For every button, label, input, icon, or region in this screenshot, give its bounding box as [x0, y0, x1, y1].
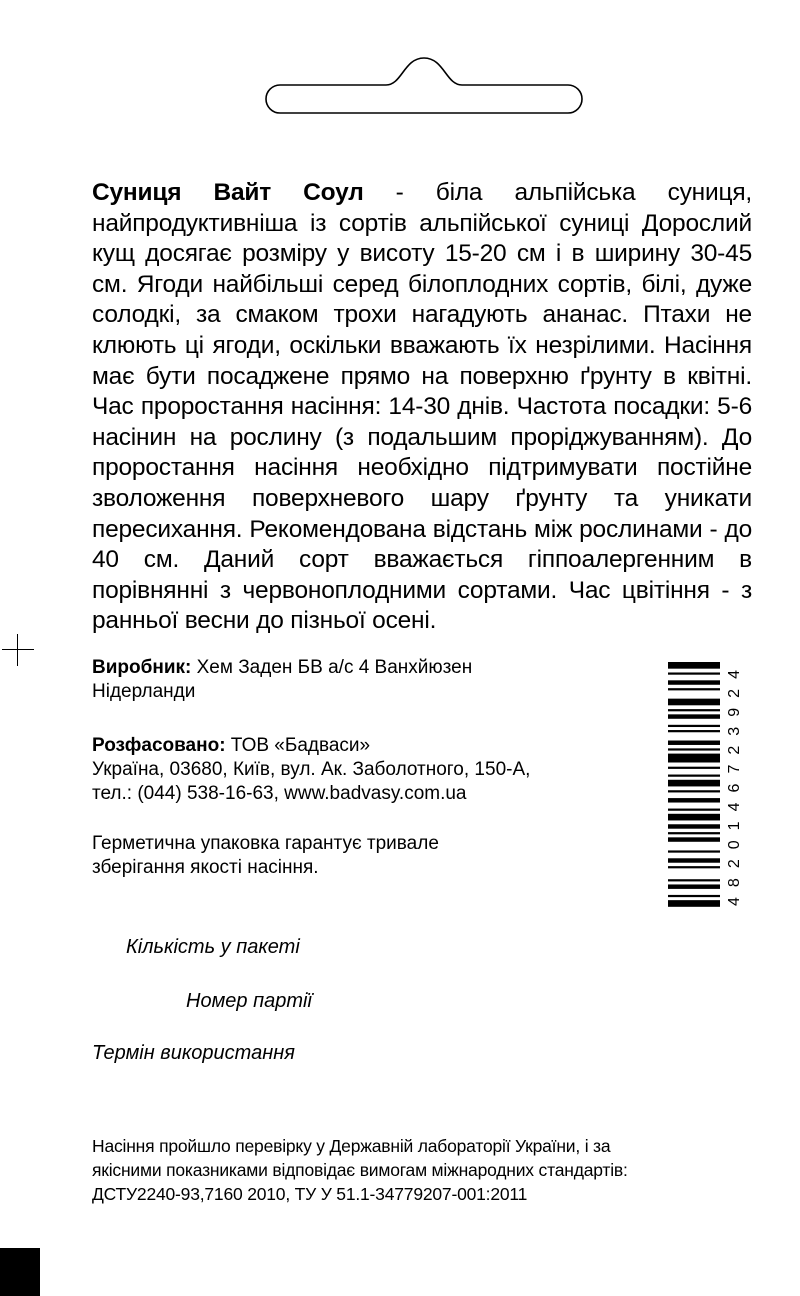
barcode-bar [668, 837, 720, 841]
barcode-bars [668, 662, 720, 907]
barcode-bar [668, 850, 720, 852]
barcode-bar [668, 730, 720, 732]
barcode-bar [668, 858, 720, 862]
barcode-bar [668, 748, 720, 750]
packager-contacts: тел.: (044) 538-16-63, www.badvasy.com.ua [92, 783, 467, 804]
barcode-bar [668, 688, 720, 690]
barcode-bar [668, 790, 720, 792]
barcode-bar [668, 662, 720, 669]
barcode-bar [668, 832, 720, 834]
barcode-bar [668, 809, 720, 811]
batch-label: Номер партії [186, 990, 312, 1012]
barcode-bar [668, 709, 720, 711]
packaging-note [92, 832, 652, 880]
barcode-bar [668, 725, 720, 727]
barcode-bar [668, 780, 720, 787]
quantity-label: Кількість у пакеті [126, 936, 300, 958]
expiry-label: Термін використання [92, 1042, 295, 1064]
packager-address: Україна, 03680, Київ, вул. Ак. Заболотного, 150-А, [92, 759, 531, 780]
certification-line2: якісними показниками відповідає вимогам міжнародних стандартів: [92, 1160, 628, 1180]
barcode-bar [668, 754, 720, 763]
product-description [92, 178, 752, 637]
barcode-bar [668, 714, 720, 718]
barcode-bar [668, 680, 720, 684]
barcode-bar [668, 798, 720, 802]
certification-line1: Насіння пройшло перевірку у Державній лабораторії України, і за [92, 1136, 611, 1156]
packager-info [92, 734, 652, 806]
barcode-bar [668, 824, 720, 828]
manufacturer-info [92, 656, 652, 704]
hanger-hole-outline [262, 52, 586, 118]
barcode-bar [668, 699, 720, 706]
barcode-bar [668, 814, 720, 821]
barcode-bar [668, 741, 720, 745]
registration-mark-icon [2, 634, 34, 666]
barcode-bar [668, 895, 720, 897]
packager-label: Розфасовано: [92, 735, 226, 756]
certification-line3: ДСТУ2240-93,7160 2010, ТУ У 51.1-34779207-001:2011 [92, 1184, 528, 1204]
corner-print-mark [0, 1248, 40, 1296]
manufacturer-value: Хем Заден БВ а/с 4 Ванхйюзен [191, 657, 473, 678]
packager-value: ТОВ «Бадваси» [225, 735, 371, 756]
product-description-text: - біла альпійська суниця, найпродуктивніша із сортів альпійської суниці Дорослий кущ досягає розміру у висоту 15-20 см і в ширину 30-45 см. Ягоди найбільші серед білоплодних сортів, білі, дуже солодкі, за смаком трохи нагадують ананас. Птахи не клюють ці ягоди, оскільки вважають їх незрілими. Насіння має бути посаджене прямо на поверхню ґрунту в квітні. Час проростання насіння: 14-30 днів. Частота посадки: 5-6 насінин на рослину (з подальшим проріджуванням). До проростання насіння необхідно підтримувати постійне зволоження поверхневого шару ґрунту та уникати пересихання. Рекомендована відстань між рослинами - до 40 см. Даний сорт вважається гіппоалергенним в порівнянні з червоноплодними сортами. Час цвітіння - з ранньої весни до пізньої осені. [92, 179, 752, 635]
packaging-note-line2: зберігання якості насіння. [92, 857, 319, 878]
barcode-bar [668, 866, 720, 868]
barcode-bar [668, 767, 720, 769]
manufacturer-country: Нідерланди [92, 681, 196, 702]
product-title: Суниця Вайт Соул [92, 179, 364, 206]
barcode-bar [668, 672, 720, 674]
barcode-bar [668, 900, 720, 907]
certification-note [92, 1134, 772, 1206]
packaging-note-line1: Герметична упаковка гарантує тривале [92, 833, 439, 854]
barcode-bar [668, 879, 720, 881]
manufacturer-label: Виробник: [92, 657, 192, 678]
barcode-number: 4820146723924 [726, 670, 743, 906]
barcode-bar [668, 884, 720, 888]
barcode-bar [668, 775, 720, 777]
barcode [668, 660, 744, 910]
